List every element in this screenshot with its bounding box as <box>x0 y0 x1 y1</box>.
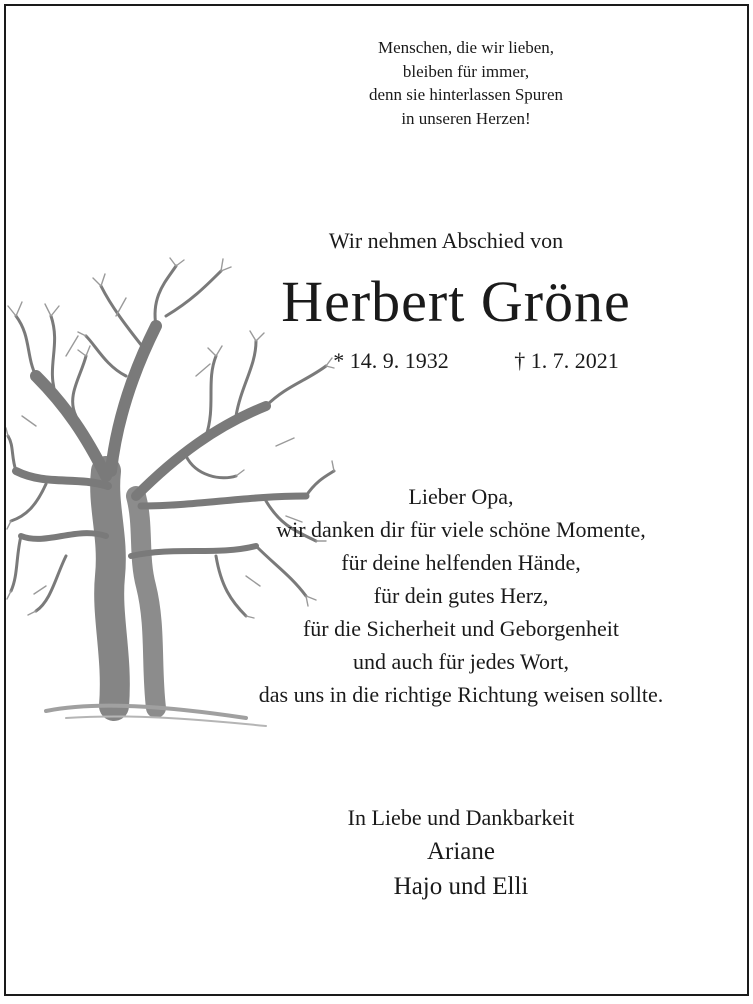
poem-line: wir danken dir für viele schöne Momente, <box>276 517 646 542</box>
motto-line: Menschen, die wir lieben, <box>377 38 555 57</box>
life-dates <box>276 348 676 374</box>
birth-date: * 14. 9. 1932 <box>333 348 449 373</box>
deceased-name: Herbert Gröne <box>281 269 631 334</box>
mourner-name: Ariane <box>426 838 496 865</box>
motto-line: in unseren Herzen! <box>401 108 531 128</box>
mourner-name: Hajo und Elli <box>393 873 529 900</box>
poem-line: und auch für jedes Wort, <box>353 649 569 674</box>
poem-line: Lieber Opa, <box>408 484 514 509</box>
obituary-notice <box>4 4 749 996</box>
farewell-intro: Wir nehmen Abschied von <box>328 228 564 253</box>
poem-line: für dein gutes Herz, <box>373 583 549 608</box>
motto-line: bleiben für immer, <box>402 61 530 81</box>
signoff: In Liebe und Dankbarkeit <box>347 805 575 830</box>
tribute-poem <box>196 480 726 711</box>
poem-line: für deine helfenden Hände, <box>341 550 581 575</box>
death-date: † 1. 7. 2021 <box>514 348 619 373</box>
mourners-list <box>276 834 646 904</box>
motto-line: denn sie hinterlassen Spuren <box>368 85 564 104</box>
poem-line: für die Sicherheit und Geborgenheit <box>302 616 620 641</box>
poem-line: das uns in die richtige Richtung weisen sollte. <box>258 682 664 707</box>
motto-verse <box>306 36 626 130</box>
